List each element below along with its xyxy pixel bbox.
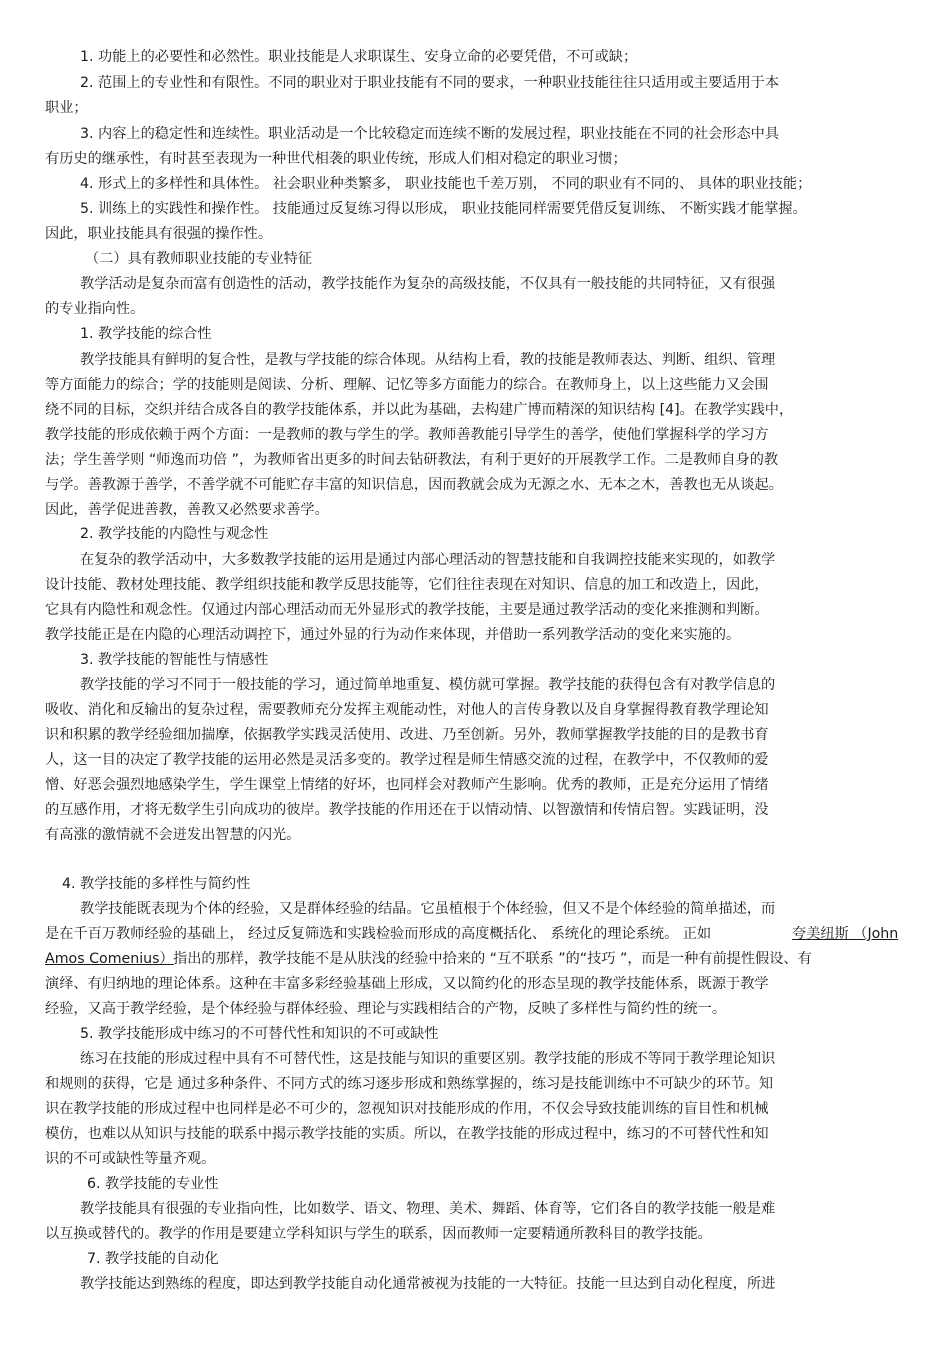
text-line: 与学。善教源于善学，不善学就不可能贮存丰富的知识信息，因而教就会成为无源之水、无本之木，善教也无从谈起。	[45, 477, 783, 493]
text-line: 教学技能具有很强的专业指向性，比如数学、语文、物理、美术、舞蹈、体育等，它们各自的教学技能一般是难	[80, 1201, 776, 1217]
text-line: 练习在技能的形成过程中具有不可替代性，这是技能与知识的重要区别。教学技能的形成不等同于教学理论知识	[80, 1051, 776, 1067]
text-line: 教学技能具有鲜明的复合性，是教与学技能的综合体现。从结构上看，教的技能是教师表达、判断、组织、管理	[80, 352, 776, 368]
text-line: 教学技能的学习不同于一般技能的学习，通过简单地重复、模仿就可掌握。教学技能的获得包含有对教学信息的	[80, 677, 776, 693]
text-line: 设计技能、教材处理技能、教学组织技能和教学反思技能等，它们往往表现在对知识、信息的加工和改造上，因此，	[45, 577, 769, 593]
text-line: 憎、好恶会强烈地感染学生，学生课堂上情绪的好坏，也同样会对教师产生影响。优秀的教师，正是充分运用了情绪	[45, 777, 769, 793]
text-line: 法；学生善学则 “师逸而功倍 ”，为教师省出更多的时间去钻研教法，有利于更好的开展教学工作。二是教师自身的教	[45, 452, 779, 468]
text-line: 3. 内容上的稳定性和连续性。职业活动是一个比较稳定而连续不断的发展过程，职业技能在不同的社会形态中具	[80, 126, 780, 142]
text-line: 以互换或替代的。教学的作用是要建立学科知识与学生的联系，因而教师一定要精通所教科目的教学技能。	[45, 1226, 712, 1242]
text-line: 2. 范围上的专业性和有限性。不同的职业对于职业技能有不同的要求，一种职业技能往往只适用或主要适用于本	[80, 75, 780, 91]
text-line: 经验，又高于教学经验，是个体经验与群体经验、理论与实践相结合的产物，反映了多样性与简约性的统一。	[45, 1001, 727, 1017]
text-line: 有历史的继承性，有时甚至表现为一种世代相袭的职业传统，形成人们相对稳定的职业习惯；	[45, 151, 627, 167]
section-heading: （二）具有教师职业技能的专业特征	[85, 251, 313, 267]
text-line: 5. 训练上的实践性和操作性。 技能通过反复练习得以形成， 职业技能同样需要凭借反复训练、 不断实践才能掌握。	[80, 201, 807, 217]
text-line: 教学技能既表现为个体的经验，又是群体经验的结晶。它虽植根于个体经验，但又不是个体经验的简单描述，而	[80, 901, 776, 917]
text-line: 它具有内隐性和观念性。仅通过内部心理活动而无外显形式的教学技能，主要是通过教学活动的变化来推测和判断。	[45, 602, 769, 618]
text-line: 有高涨的激情就不会迸发出智慧的闪光。	[45, 827, 301, 843]
text-line: 职业；	[45, 100, 88, 116]
text-line: 识在教学技能的形成过程中也同样是必不可少的，忽视知识对技能形成的作用，不仅会导致技能训练的盲目性和机械	[45, 1101, 769, 1117]
text-line: 识和积累的教学经验细加揣摩，依据教学实践灵活使用、改进、乃至创新。另外，教师掌握教学技能的目的是教书育	[45, 727, 769, 743]
text-line: 的专业指向性。	[45, 301, 145, 317]
text-line: 4. 形式上的多样性和具体性。 社会职业种类繁多， 职业技能也千差万别， 不同的职业有不同的、 具体的职业技能；	[80, 176, 812, 192]
text-line: 因此，职业技能具有很强的操作性。	[45, 226, 273, 242]
text-line: 在复杂的教学活动中，大多数教学技能的运用是通过内部心理活动的智慧技能和自我调控技能来实现的，如教学	[80, 552, 776, 568]
subsection-heading: 7. 教学技能的自动化	[87, 1251, 219, 1267]
subsection-heading: 4. 教学技能的多样性与简约性	[62, 876, 251, 892]
text-line: 教学技能正是在内隐的心理活动调控下，通过外显的行为动作来体现，并借助一系列教学活动的变化来实施的。	[45, 627, 741, 643]
text-line: 的互感作用，才将无数学生引向成功的彼岸。教学技能的作用还在于以情动情、以智激情和传情启智。实践证明，没	[45, 802, 769, 818]
text-line-author: 夸美纽斯 （John	[792, 926, 899, 942]
subsection-heading: 5. 教学技能形成中练习的不可替代性和知识的不可或缺性	[80, 1026, 439, 1042]
subsection-heading: 6. 教学技能的专业性	[87, 1176, 219, 1192]
text-line: 吸收、消化和反输出的复杂过程，需要教师充分发挥主观能动性，对他人的言传身教以及自身掌握得教育教学理论知	[45, 702, 769, 718]
text-line: 教学活动是复杂而富有创造性的活动，教学技能作为复杂的高级技能，不仅具有一般技能的共同特征，又有很强	[80, 276, 776, 292]
subsection-heading: 3. 教学技能的智能性与情感性	[80, 652, 269, 668]
subsection-heading: 2. 教学技能的内隐性与观念性	[80, 526, 269, 542]
text-line: 是在千百万教师经验的基础上， 经过反复筛选和实践检验而形成的高度概括化、 系统化的理论系统。 正如	[45, 926, 712, 942]
text-line: 因此，善学促进善教，善教又必然要求善学。	[45, 502, 329, 518]
text-line: 识的不可或缺性等量齐观。	[45, 1151, 216, 1167]
text-line-author: Amos Comenius）	[45, 951, 174, 967]
text-line: 教学技能达到熟练的程度，即达到教学技能自动化通常被视为技能的一大特征。技能一旦达到自动化程度，所进	[80, 1276, 776, 1292]
text-line: 绕不同的目标，交织并结合成各自的教学技能体系，并以此为基础，去构建广博而精深的知识结构 [4]。在教学实践中，	[45, 402, 794, 418]
subsection-heading: 1. 教学技能的综合性	[80, 326, 212, 342]
text-line: 教学技能的形成依赖于两个方面：一是教师的教与学生的学。教师善教能引导学生的善学，使他们掌握科学的学习方	[45, 427, 769, 443]
text-line: 模仿，也难以从知识与技能的联系中揭示教学技能的实质。所以，在教学技能的形成过程中，练习的不可替代性和知	[45, 1126, 769, 1142]
text-line: 指出的那样，教学技能不是从肤浅的经验中拾来的 “互不联系 ”的“技巧 ”，而是一种有前提性假设、有	[173, 951, 812, 967]
text-line: 和规则的获得，它是 通过多种条件、不同方式的练习逐步形成和熟练掌握的，练习是技能训练中不可缺少的环节。知	[45, 1076, 774, 1092]
text-line: 人，这一目的决定了教学技能的运用必然是灵活多变的。教学过程是师生情感交流的过程，在教学中，不仅教师的爱	[45, 752, 769, 768]
text-line: 1. 功能上的必要性和必然性。职业技能是人求职谋生、安身立命的必要凭借，不可或缺；	[80, 49, 638, 65]
text-line: 等方面能力的综合；学的技能则是阅读、分析、理解、记忆等多方面能力的综合。在教师身上，以上这些能力又会围	[45, 377, 769, 393]
text-line: 演绎、有归纳地的理论体系。这种在丰富多彩经验基础上形成，又以简约化的形态呈现的教学技能体系，既源于教学	[45, 976, 769, 992]
